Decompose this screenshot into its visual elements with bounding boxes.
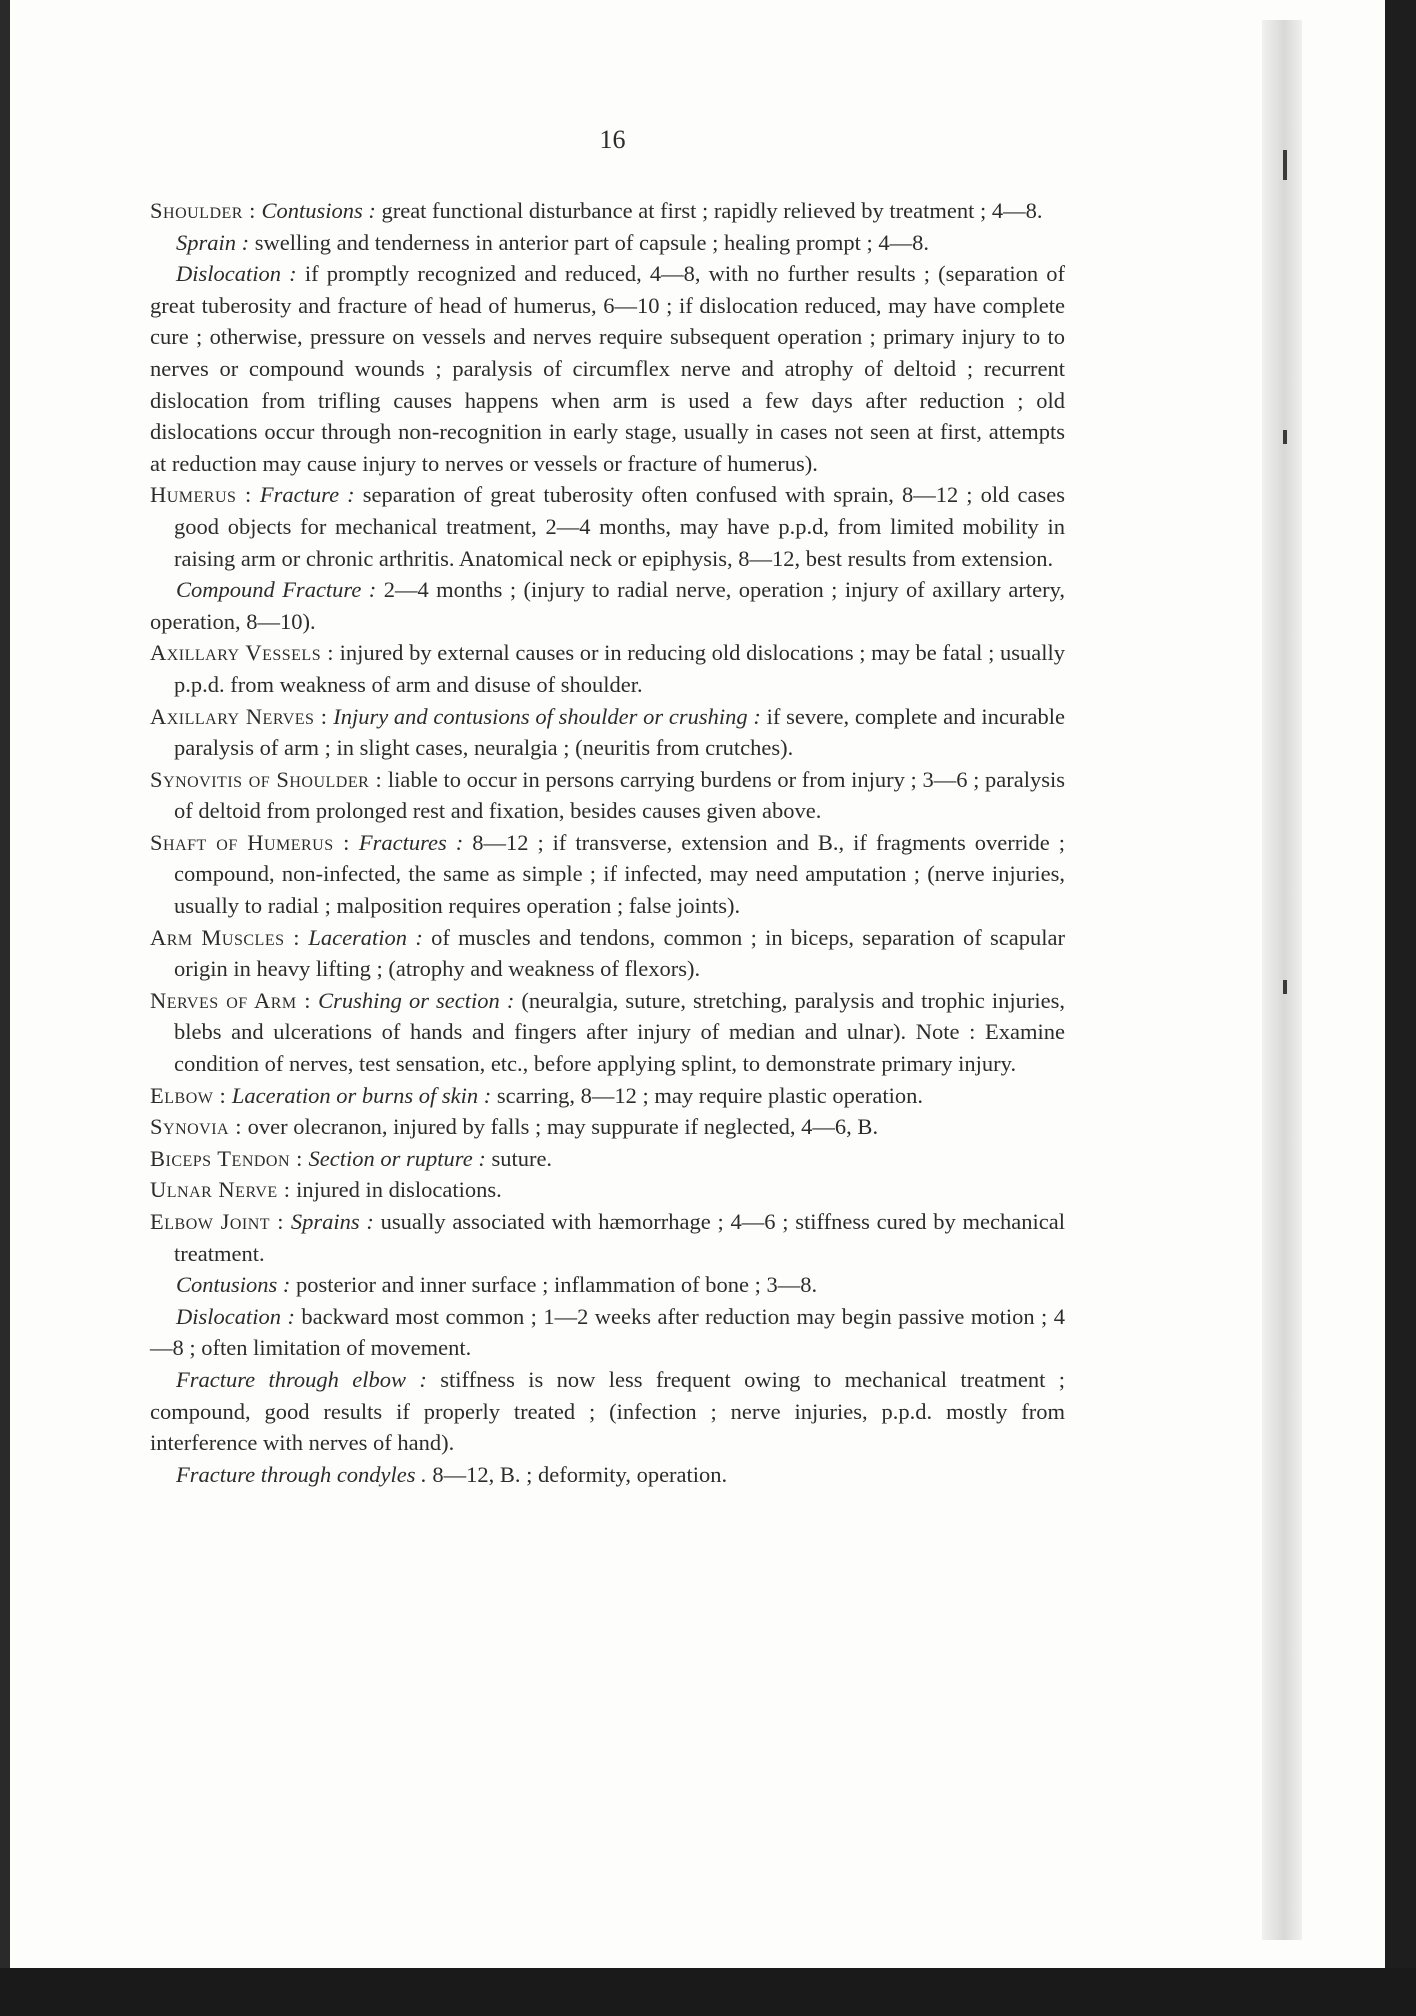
entry-label: Laceration or burns of skin : bbox=[231, 1082, 492, 1108]
entry-text: over olecranon, injured by falls ; may suppurate if neglected, 4—6, B. bbox=[242, 1114, 879, 1140]
entry-heading: Ulnar Nerve : bbox=[150, 1177, 291, 1203]
entry-heading: Biceps Tendon : bbox=[150, 1145, 303, 1171]
paragraph bbox=[150, 1269, 1065, 1301]
entry-text: (neuralgia, suture, stretching, paralysis and trophic injuries, blebs and ulcerations of hands and fingers after injury of median and ulnar). Note : Examine condition of nerves, test sensation, etc., before applying splint, to demonstrate primary injury. bbox=[174, 987, 1066, 1077]
entry-text: backward most common ; 1—2 weeks after reduction may begin passive motion ; 4—8 ; often limitation of movement. bbox=[150, 1303, 1065, 1361]
binding-shadow bbox=[1262, 20, 1302, 1940]
paragraph bbox=[150, 1206, 1065, 1269]
paragraph bbox=[150, 1080, 1065, 1112]
entry-text: separation of great tuberosity often confused with sprain, 8—12 ; old cases good objects for mechanical treatment, 2—4 months, may have p.p.d, from limited mobility in raising arm or chronic arthritis. Anatomical neck or epiphysis, 8—12, best results from extension. bbox=[174, 482, 1066, 571]
entry-text: 2—4 months ; (injury to radial nerve, operation ; injury of axillary artery, operation, 8—10). bbox=[150, 577, 1065, 634]
entry-label: Contusions : bbox=[176, 1272, 291, 1298]
page-number: 16 bbox=[599, 125, 626, 154]
paragraph bbox=[150, 574, 1065, 637]
page-text bbox=[150, 125, 1065, 1490]
entry-label: Fracture through condyles . bbox=[176, 1461, 427, 1487]
entry-text: stiffness is now less frequent owing to mechanical treatment ; compound, good results if properly treated ; (infection ; nerve injuries, p.p.d. mostly from interference with nerves of hand). bbox=[150, 1366, 1065, 1456]
entry-label: Sprains : bbox=[290, 1209, 374, 1234]
entry-text: if severe, complete and incurable paralysis of arm ; in slight cases, neuralgia ; (neuritis from crutches). bbox=[174, 703, 1066, 761]
entry-text: injured in dislocations. bbox=[290, 1177, 502, 1203]
entry-label: Injury and contusions of shoulder or crushing : bbox=[333, 703, 761, 729]
entry-label: Compound Fracture : bbox=[176, 577, 377, 603]
paragraph bbox=[150, 1143, 1065, 1175]
paragraph bbox=[150, 637, 1065, 700]
entry-label: Laceration : bbox=[308, 924, 423, 950]
entry-heading: Arm Muscles : bbox=[150, 924, 301, 950]
entry-text: swelling and tenderness in anterior part of capsule ; healing prompt ; 4—8. bbox=[249, 229, 929, 255]
paragraph bbox=[150, 227, 1065, 259]
entry-heading: Axillary Nerves : bbox=[150, 703, 328, 729]
paragraph bbox=[150, 258, 1065, 479]
margin-mark bbox=[1283, 430, 1287, 444]
entry-text: of muscles and tendons, common ; in biceps, separation of scapular origin in heavy lifting ; (atrophy and weakness of flexors). bbox=[174, 924, 1065, 982]
entry-text: liable to occur in persons carrying burdens or from injury ; 3—6 ; paralysis of deltoid from prolonged rest and fixation, besides causes given above. bbox=[174, 766, 1066, 824]
paragraph bbox=[150, 1174, 1065, 1206]
paragraph bbox=[150, 195, 1065, 227]
entry-text: injured by external causes or in reducing old dislocations ; may be fatal ; usually p.p.d. from weakness of arm and disuse of shoulder. bbox=[174, 640, 1065, 697]
entry-label: Fracture : bbox=[259, 482, 355, 508]
entry-heading: Elbow Joint : bbox=[150, 1209, 285, 1234]
paragraph bbox=[150, 985, 1065, 1080]
entry-text: great functional disturbance at first ; rapidly relieved by treatment ; 4—8. bbox=[375, 198, 1043, 223]
entry-heading: Elbow : bbox=[150, 1082, 227, 1108]
entry-label: Sprain : bbox=[176, 229, 250, 255]
entry-heading: Synovia : bbox=[150, 1114, 242, 1140]
entry-text: suture. bbox=[485, 1145, 553, 1171]
paragraph bbox=[150, 1301, 1065, 1364]
entry-text: scarring, 8—12 ; may require plastic operation. bbox=[491, 1082, 923, 1108]
entry-text: usually associated with hæmorrhage ; 4—6 ; stiffness cured by mechanical treatment. bbox=[174, 1209, 1065, 1266]
entry-label: Fracture through elbow : bbox=[176, 1366, 427, 1392]
entry-heading: Nerves of Arm : bbox=[150, 987, 311, 1013]
scan-edge-right bbox=[1385, 0, 1416, 2016]
entry-heading: Synovitis of Shoulder : bbox=[150, 766, 383, 792]
paragraph bbox=[150, 827, 1065, 922]
entry-label: Dislocation : bbox=[176, 1303, 295, 1329]
entry-heading: Humerus : bbox=[150, 482, 252, 508]
entry-label: Dislocation : bbox=[176, 261, 297, 287]
paragraph bbox=[150, 922, 1065, 985]
entry-heading: Axillary Vessels : bbox=[150, 640, 335, 666]
entry-heading: Shaft of Humerus : bbox=[150, 829, 350, 855]
entry-text: 8—12, B. ; deformity, operation. bbox=[426, 1461, 728, 1487]
entry-text: if promptly recognized and reduced, 4—8, with no further results ; (separation of great tuberosity and fracture of head of humerus, 6—10 ; if dislocation reduced, may have complete cure ; otherwise, pressure on vessels and nerves require subsequent operation ; primary injury to to nerves or compound wounds ; paralysis of circumflex nerve and atrophy of deltoid ; recurrent dislocation from trifling causes happens when arm is used a few days after reduction ; old dislocations occur through non-recognition in early stage, usually in cases not seen at first, attempts at reduction may cause injury to nerves or vessels or fracture of humerus). bbox=[150, 261, 1065, 476]
entry-text: 8—12 ; if transverse, extension and B., if fragments override ; compound, non-infected, the same as simple ; if infected, may need amputation ; (nerve injuries, usually to radial ; malposition requires operation ; false joints). bbox=[174, 829, 1065, 919]
scan-edge-bottom bbox=[0, 1968, 1416, 2016]
entry-label: Contusions : bbox=[261, 198, 376, 223]
entry-label: Crushing or section : bbox=[318, 987, 515, 1013]
entry-label: Fractures : bbox=[358, 829, 464, 855]
paragraph bbox=[150, 1364, 1065, 1459]
paragraph bbox=[150, 1111, 1065, 1143]
paragraph bbox=[150, 701, 1065, 764]
entry-text: posterior and inner surface ; inflammation of bone ; 3—8. bbox=[290, 1272, 818, 1298]
paragraph bbox=[150, 764, 1065, 827]
paragraph bbox=[150, 1459, 1065, 1491]
margin-mark bbox=[1283, 980, 1287, 994]
paragraph bbox=[150, 479, 1065, 574]
entry-label: Section or rupture : bbox=[308, 1145, 486, 1171]
margin-mark bbox=[1283, 150, 1287, 180]
entry-heading: Shoulder : bbox=[150, 198, 256, 223]
